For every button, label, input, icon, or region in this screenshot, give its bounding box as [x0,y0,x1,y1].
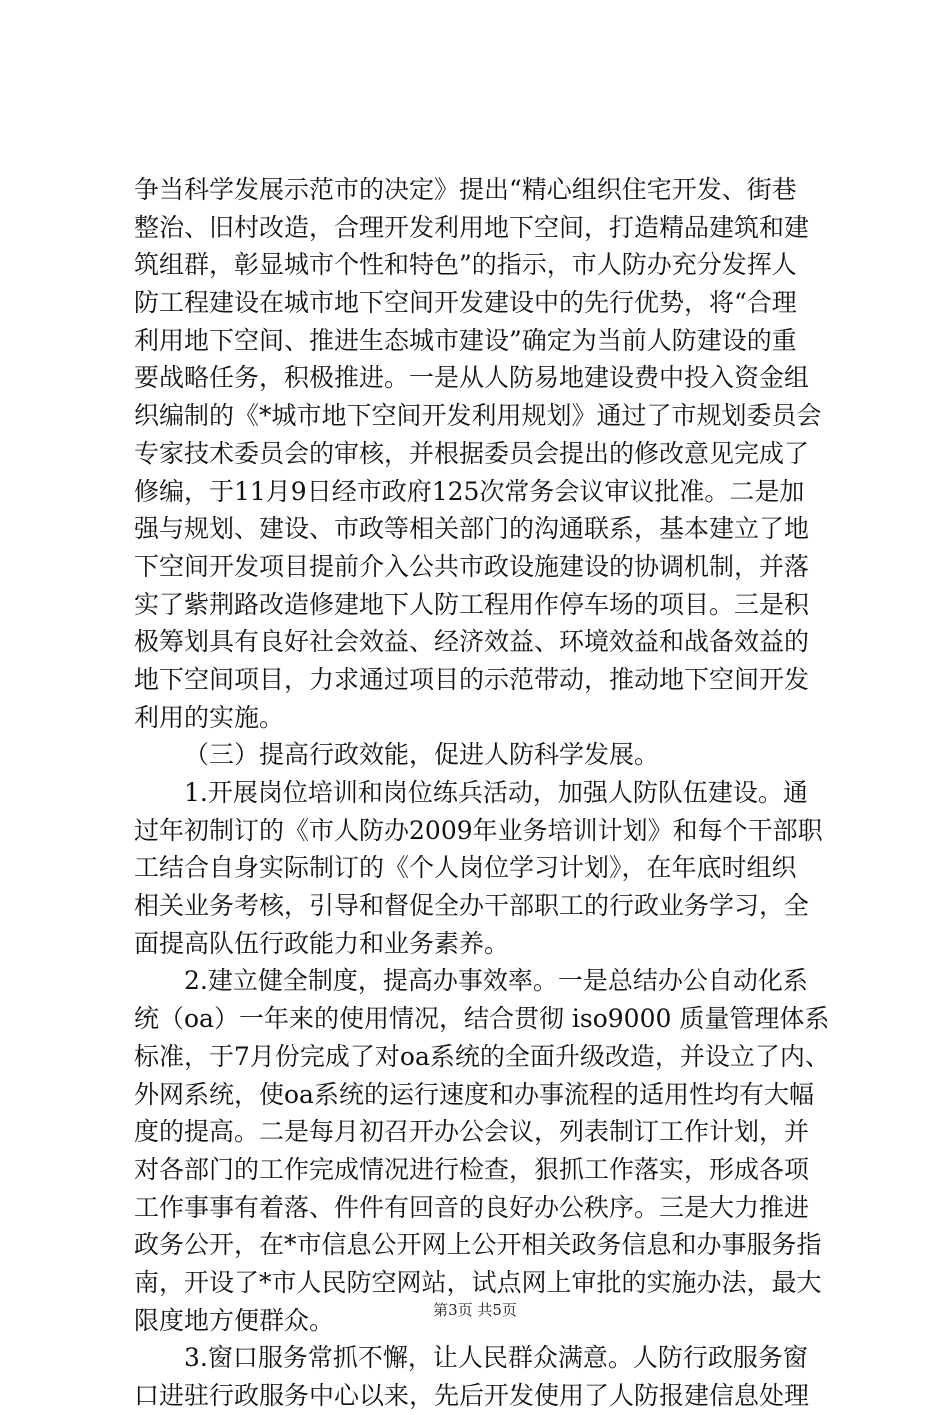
document-body [134,171,834,1415]
text-line: 工作事事有着落、件件有回音的良好办公秩序。三是大力推进 [134,1192,810,1222]
text-line: 下空间开发项目提前介入公共市政设施建设的协调机制，并落 [134,551,810,581]
text-line: 相关业务考核，引导和督促全办干部职工的行政业务学习，全 [134,891,810,921]
text-line: 防工程建设在城市地下空间开发建设中的先行优势，将“合理 [134,288,797,318]
text-line: 织编制的《*城市地下空间开发利用规划》通过了市规划委员会 [134,401,822,431]
text-line: 度的提高。二是每月初召开办公会议，列表制订工作计划，并 [134,1117,810,1147]
text-line: 实了紫荆路改造修建地下人防工程用作停车场的项目。三是积 [134,589,810,619]
text-line: 政务公开，在*市信息公开网上公开相关政务信息和办事服务指 [134,1230,822,1260]
text-line: 修编，于11月9日经市政府125次常务会议审议批准。二是加 [134,476,805,506]
text-line: 限度地方便群众。 [134,1305,335,1335]
text-line: 过年初制订的《市人防办2009年业务培训计划》和每个干部职 [134,815,823,845]
text-line: 利用的实施。 [134,702,285,732]
page-footer: 第3页 共5页 [433,1301,517,1319]
text-line: 筑组群，彰显城市个性和特色”的指示，市人防办充分发挥人 [134,250,797,280]
text-line: 极筹划具有良好社会效益、经济效益、环境效益和战备效益的 [134,627,810,657]
text-line: 外网系统，使oa系统的运行速度和办事流程的适用性均有大幅 [134,1079,814,1109]
text-line: （三）提高行政效能，促进人防科学发展。 [184,740,660,770]
text-line: 整治、旧村改造，合理开发利用地下空间，打造精品建筑和建 [134,212,810,242]
text-line: 2.建立健全制度，提高办事效率。一是总结办公自动化系 [184,966,808,996]
text-line: 强与规划、建设、市政等相关部门的沟通联系，基本建立了地 [134,514,810,544]
text-line: 要战略任务，积极推进。一是从人防易地建设费中投入资金组 [134,363,810,393]
text-line: 对各部门的工作完成情况进行检查，狠抓工作落实，形成各项 [134,1154,810,1184]
text-line: 争当科学发展示范市的决定》提出“精心组织住宅开发、街巷 [134,175,797,204]
text-line: 口进驻行政服务中心以来，先后开发使用了人防报建信息处理 [134,1381,810,1410]
text-line: 统（oa）一年来的使用情况，结合贯彻 iso9000 质量管理体系 [134,1004,830,1034]
text-line: 3.窗口服务常抓不懈，让人民群众满意。人防行政服务窗 [184,1343,808,1373]
text-line: 地下空间项目，力求通过项目的示范带动，推动地下空间开发 [134,664,810,694]
text-line: 1.开展岗位培训和岗位练兵活动，加强人防队伍建设。通 [184,778,808,807]
text-line: 利用地下空间、推进生态城市建设”确定为当前人防建设的重 [134,325,797,355]
text-line: 工结合自身实际制订的《个人岗位学习计划》，在年底时组织 [134,853,797,883]
text-line: 南，开设了*市人民防空网站，试点网上审批的实施办法，最大 [134,1267,822,1297]
text-line: 标准，于7月份完成了对oa系统的全面升级改造，并设立了内、 [134,1041,830,1071]
text-line: 面提高队伍行政能力和业务素养。 [134,928,510,958]
text-line: 专家技术委员会的审核，并根据委员会提出的修改意见完成了 [134,438,810,468]
